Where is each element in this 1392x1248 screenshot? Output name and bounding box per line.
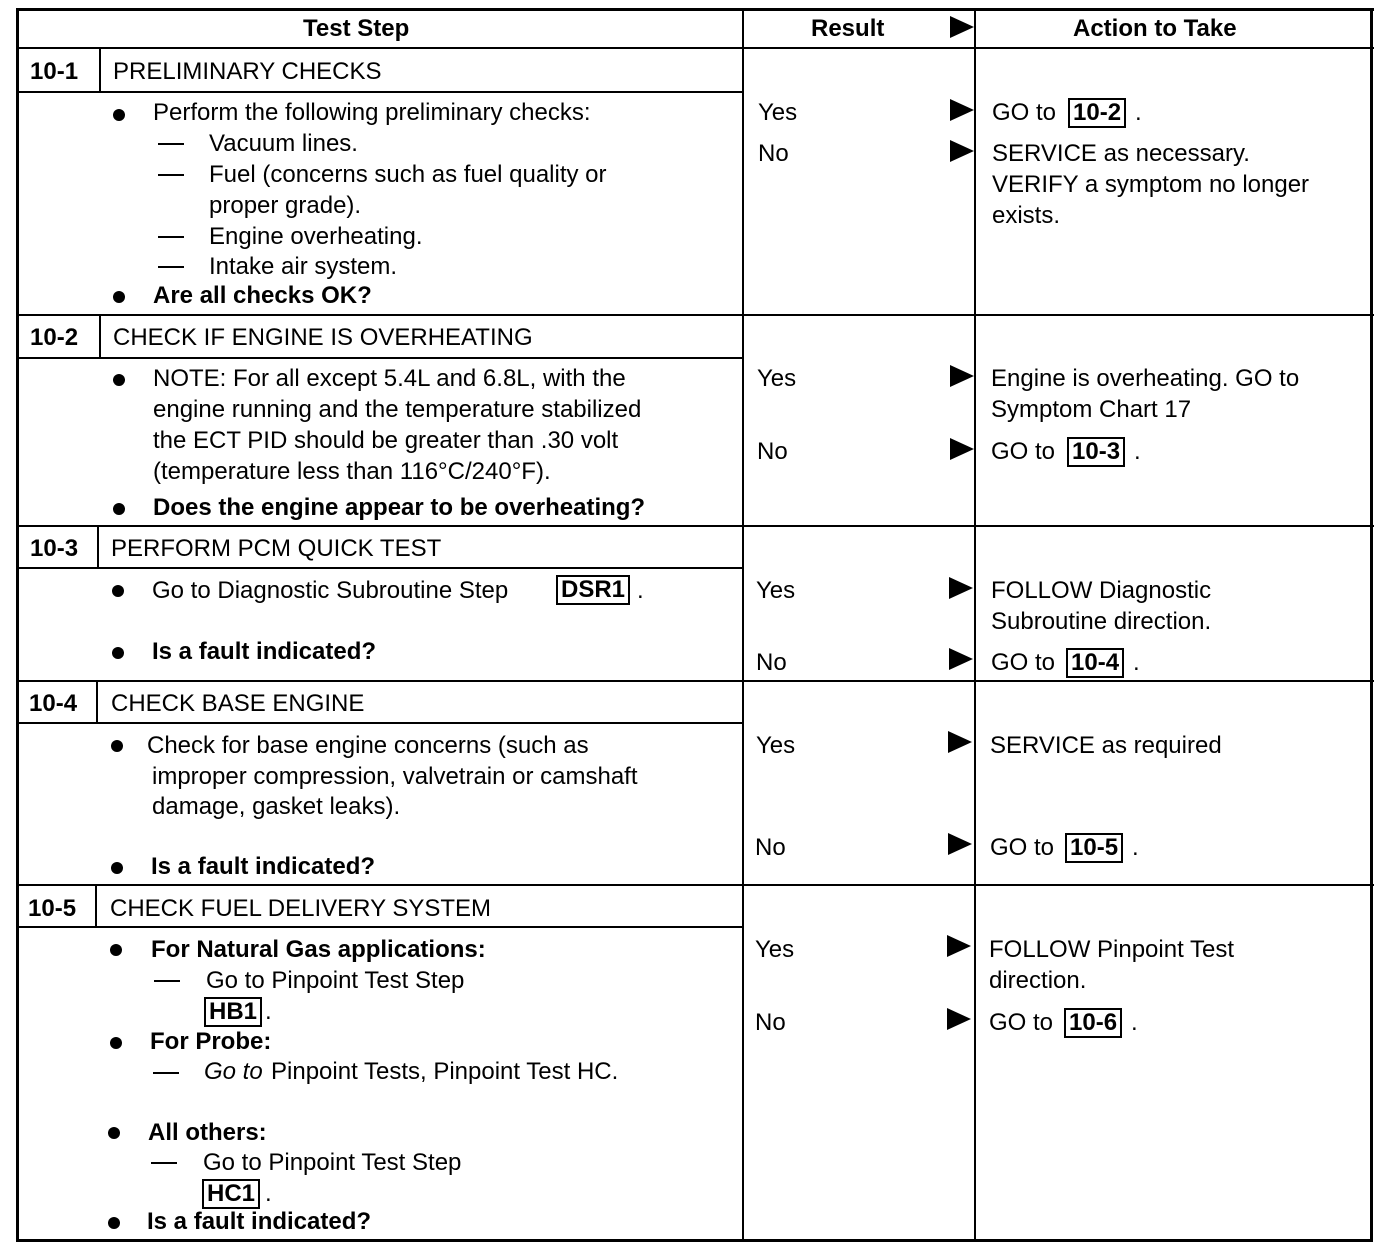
step-question: Does the engine appear to be overheating? [153,494,646,521]
step-title: CHECK BASE ENGINE [111,690,365,717]
header-result: Result [811,15,885,42]
header-divider [16,47,1374,49]
step-number: 10-3 [30,535,79,562]
title-underline-10-1 [16,91,743,93]
result-no: No [755,834,786,861]
step-num-divider-10-5 [95,885,97,927]
step-num-divider-10-2 [99,315,101,358]
step-line: (temperature less than 116°C/240°F). [153,458,551,485]
action-line: FOLLOW Pinpoint Test [989,936,1234,963]
step-number: 10-1 [30,58,79,85]
result-yes: Yes [757,365,797,392]
step-line: Fuel (concerns such as fuel quality or [209,161,607,188]
arrow-icon [947,935,971,957]
header-test-step: Test Step [303,15,410,42]
action-period: . [1135,99,1142,126]
step-num-divider-10-4 [96,681,98,723]
action-period: . [265,1180,272,1207]
step-ref-link[interactable]: HB1 [204,997,262,1027]
step-line: damage, gasket leaks). [152,793,401,820]
bullet-icon [112,585,124,597]
action-period: . [1134,438,1141,465]
action-period: . [1133,649,1140,676]
result-no: No [758,140,789,167]
title-underline-10-5 [16,926,743,928]
action-line: exists. [992,202,1061,229]
step-number: 10-5 [28,895,77,922]
dash-icon [151,1162,177,1164]
col-divider-result [742,8,744,1241]
action-line: SERVICE as necessary. [992,140,1250,167]
dash-icon [158,143,184,145]
step-number: 10-4 [29,690,78,717]
dash-icon [158,174,184,176]
step-ref-link[interactable]: 10-4 [1066,648,1124,678]
step-title: PERFORM PCM QUICK TEST [111,535,442,562]
action-goto: GO to [989,1009,1054,1036]
dash-icon [158,266,184,268]
arrow-icon [948,731,972,753]
step-title: PRELIMINARY CHECKS [113,58,382,85]
action-period: . [1132,834,1139,861]
step-line: Go to [204,1058,263,1085]
header-arrow-icon [950,16,974,38]
arrow-icon [950,365,974,387]
step-line: engine running and the temperature stabilized [153,396,642,423]
step-title: CHECK FUEL DELIVERY SYSTEM [110,895,491,922]
arrow-icon [947,1008,971,1030]
table-border-top [16,8,1374,11]
step-line: proper grade). [209,192,362,219]
result-yes: Yes [756,577,796,604]
step-title: CHECK IF ENGINE IS OVERHEATING [113,324,533,351]
arrow-icon [949,648,973,670]
table-border-bottom [16,1239,1373,1242]
action-line: Symptom Chart 17 [991,396,1192,423]
bullet-icon [112,647,124,659]
row-divider-10-4 [16,680,1374,682]
step-line: Go to Pinpoint Test Step [203,1149,462,1176]
step-ref-link[interactable]: 10-2 [1068,98,1126,128]
arrow-icon [950,140,974,162]
step-line: Engine overheating. [209,223,423,250]
action-line: Subroutine direction. [991,608,1212,635]
row-divider-10-2 [16,314,1374,316]
step-question: Is a fault indicated? [152,638,377,665]
action-goto: GO to [991,438,1056,465]
step-line: Perform the following preliminary checks: [153,99,591,126]
result-no: No [756,649,787,676]
action-period: . [637,577,644,604]
title-underline-10-4 [16,722,743,724]
step-line: Vacuum lines. [209,130,358,157]
row-divider-10-5 [16,884,1374,886]
bullet-icon [113,374,125,386]
step-ref-link[interactable]: 10-6 [1064,1008,1122,1038]
step-line: For Natural Gas applications: [151,936,486,963]
action-line: direction. [989,967,1087,994]
step-line: the ECT PID should be greater than .30 volt [153,427,619,454]
dash-icon [154,980,180,982]
step-line: Intake air system. [209,253,398,280]
table-border-right [1370,8,1373,1241]
action-period: . [265,998,272,1025]
action-line: SERVICE as required [990,732,1222,759]
step-number: 10-2 [30,324,79,351]
step-line: improper compression, valvetrain or camshaft [152,763,638,790]
result-no: No [757,438,788,465]
header-action: Action to Take [1073,15,1237,42]
step-question: Are all checks OK? [153,282,372,309]
bullet-icon [110,1037,122,1049]
result-yes: Yes [756,732,796,759]
step-question: Is a fault indicated? [147,1208,372,1235]
bullet-icon [113,503,125,515]
row-divider-10-3 [16,525,1374,527]
action-goto: GO to [992,99,1057,126]
step-line: Go to Pinpoint Test Step [206,967,465,994]
step-line: All others: [148,1119,267,1146]
dash-icon [153,1072,179,1074]
arrow-icon [949,577,973,599]
result-no: No [755,1009,786,1036]
action-goto: GO to [990,834,1055,861]
table-border-left [16,8,19,1241]
step-line: Pinpoint Tests, Pinpoint Test HC. [271,1058,619,1085]
step-line: Go to Diagnostic Subroutine Step [152,577,509,604]
bullet-icon [113,109,125,121]
arrow-icon [948,833,972,855]
bullet-icon [113,291,125,303]
bullet-icon [111,740,123,752]
bullet-icon [111,862,123,874]
step-line: NOTE: For all except 5.4L and 6.8L, with the [153,365,626,392]
col-divider-action [974,8,976,1241]
title-underline-10-3 [16,567,743,569]
arrow-icon [950,99,974,121]
action-goto: GO to [991,649,1056,676]
step-num-divider-10-1 [99,48,101,92]
step-question: Is a fault indicated? [151,853,376,880]
title-underline-10-2 [16,357,743,359]
step-ref-link[interactable]: DSR1 [556,575,630,605]
step-num-divider-10-3 [97,526,99,568]
step-ref-link[interactable]: HC1 [202,1179,260,1209]
step-line: Check for base engine concerns (such as [147,732,589,759]
arrow-icon [950,438,974,460]
action-line: Engine is overheating. GO to [991,365,1300,392]
bullet-icon [108,1217,120,1229]
step-ref-link[interactable]: 10-3 [1067,437,1125,467]
bullet-icon [110,944,122,956]
action-period: . [1131,1009,1138,1036]
action-line: VERIFY a symptom no longer [992,171,1310,198]
action-line: FOLLOW Diagnostic [991,577,1212,604]
bullet-icon [108,1127,120,1139]
step-line: For Probe: [150,1028,272,1055]
result-yes: Yes [755,936,795,963]
step-ref-link[interactable]: 10-5 [1065,833,1123,863]
result-yes: Yes [758,99,798,126]
dash-icon [158,236,184,238]
